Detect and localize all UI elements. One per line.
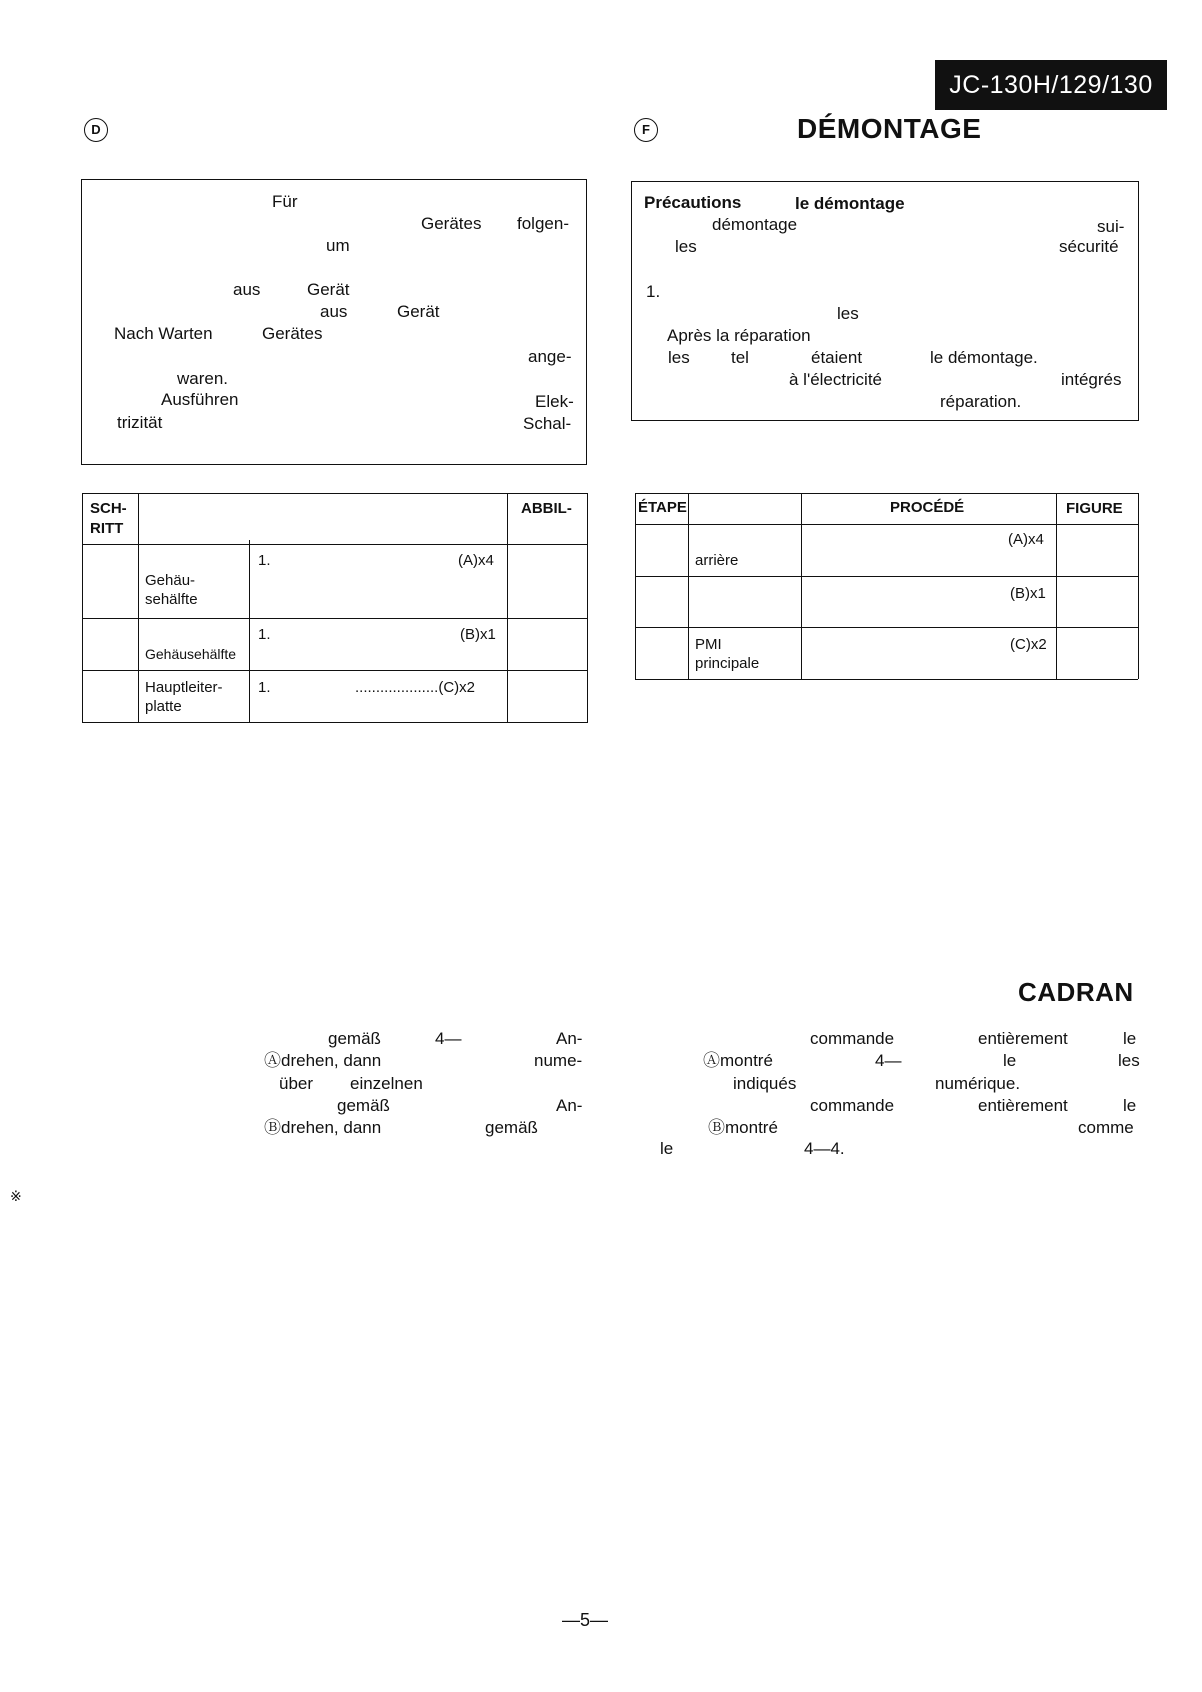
- de-row-part: Hauptleiter- platte: [145, 679, 223, 715]
- fr-dial-text: 4—: [875, 1051, 902, 1070]
- de-text: Gerät: [307, 280, 350, 299]
- fr-text: à l'électricité: [789, 370, 883, 389]
- de-text: waren.: [177, 369, 229, 388]
- fr-dial-text: numérique.: [935, 1074, 1021, 1093]
- de-row-screw: (A)x4: [458, 552, 494, 569]
- margin-mark: ※: [10, 1188, 22, 1204]
- de-dial-text: gemäß: [337, 1096, 390, 1115]
- de-text: aus: [320, 302, 348, 321]
- fr-row-screw: (B)x1: [1010, 585, 1046, 602]
- de-dial-text: gemäß: [485, 1118, 538, 1137]
- de-text: aus: [233, 280, 261, 299]
- de-row-part: Gehäusehälfte: [145, 646, 237, 662]
- fr-row-screw: (C)x2: [1010, 636, 1047, 653]
- de-text: ange-: [528, 347, 572, 366]
- fr-dial-text: commande: [810, 1029, 895, 1048]
- de-dial-text: 4—: [435, 1029, 462, 1048]
- fr-text: les: [675, 237, 697, 256]
- fr-dial-text: le: [660, 1139, 674, 1158]
- fr-header-procedure: PROCÉDÉ: [890, 499, 965, 516]
- fr-dial-text: le: [1003, 1051, 1017, 1070]
- de-dial-text: über: [279, 1074, 314, 1093]
- de-dial-text: Ⓐdrehen, dann: [264, 1051, 382, 1070]
- fr-dial-text: Ⓑmontré: [708, 1118, 778, 1137]
- de-dial-text: An-: [556, 1096, 583, 1115]
- de-text: Gerätes: [421, 214, 482, 233]
- fr-text: Après la réparation: [667, 326, 811, 345]
- fr-text: étaient: [811, 348, 863, 367]
- french-section-title: DÉMONTAGE: [797, 113, 982, 144]
- de-text: Ausführen: [161, 390, 239, 409]
- fr-dial-text: Ⓐmontré: [703, 1051, 773, 1070]
- fr-text: intégrés: [1061, 370, 1122, 389]
- de-text: Gerätes: [262, 324, 323, 343]
- de-text: Schal-: [523, 414, 572, 433]
- fr-text: tel: [731, 348, 749, 367]
- fr-dial-text: commande: [810, 1096, 895, 1115]
- de-row-num: 1.: [258, 679, 271, 696]
- de-row-screw: ....................(C)x2: [355, 679, 476, 696]
- de-text: Elek-: [535, 392, 574, 411]
- fr-header-step: ÉTAPE: [638, 499, 687, 516]
- fr-row-screw: (A)x4: [1008, 531, 1044, 548]
- de-header-step: SCH- RITT: [90, 500, 127, 537]
- fr-row-part: PMI principale: [695, 636, 760, 672]
- de-dial-text: nume-: [534, 1051, 583, 1070]
- fr-text: le démontage: [795, 194, 905, 213]
- de-text: Gerät: [397, 302, 440, 321]
- de-dial-text: An-: [556, 1029, 583, 1048]
- fr-text: réparation.: [940, 392, 1022, 411]
- de-text: um: [326, 236, 350, 255]
- german-section-badge: D: [84, 118, 108, 142]
- de-text: trizität: [117, 413, 163, 432]
- de-dial-text: gemäß: [328, 1029, 381, 1048]
- fr-dial-text: les: [1118, 1051, 1140, 1070]
- de-text: Für: [272, 192, 298, 211]
- fr-text: les: [837, 304, 859, 323]
- fr-text: Précautions: [644, 193, 742, 212]
- de-text: folgen-: [517, 214, 569, 233]
- de-row-num: 1.: [258, 552, 271, 569]
- de-row-screw: (B)x1: [460, 626, 496, 643]
- fr-text: les: [668, 348, 690, 367]
- fr-text: sui-: [1097, 217, 1125, 236]
- french-section-badge: F: [634, 118, 658, 142]
- de-dial-text: Ⓑdrehen, dann: [264, 1118, 382, 1137]
- fr-dial-text: le: [1123, 1096, 1137, 1115]
- page-number: —5—: [562, 1610, 609, 1630]
- model-badge: JC-130H/129/130: [935, 60, 1167, 110]
- fr-dial-text: comme: [1078, 1118, 1134, 1137]
- fr-text: sécurité: [1059, 237, 1119, 256]
- cadran-title: CADRAN: [1018, 977, 1134, 1007]
- fr-dial-text: indiqués: [733, 1074, 797, 1093]
- de-row-part: Gehäu- sehälfte: [145, 572, 198, 608]
- de-header-figure: ABBIL-: [521, 500, 572, 517]
- fr-text: le démontage.: [930, 348, 1038, 367]
- fr-text: 1.: [646, 282, 661, 301]
- fr-row-part: arrière: [695, 552, 739, 569]
- fr-dial-text: le: [1123, 1029, 1137, 1048]
- fr-header-figure: FIGURE: [1066, 500, 1123, 517]
- de-text: Nach Warten: [114, 324, 213, 343]
- fr-dial-text: entièrement: [978, 1029, 1068, 1048]
- fr-text: démontage: [712, 215, 798, 234]
- fr-dial-text: 4—4.: [804, 1139, 845, 1158]
- de-dial-text: einzelnen: [350, 1074, 423, 1093]
- fr-dial-text: entièrement: [978, 1096, 1068, 1115]
- de-row-num: 1.: [258, 626, 271, 643]
